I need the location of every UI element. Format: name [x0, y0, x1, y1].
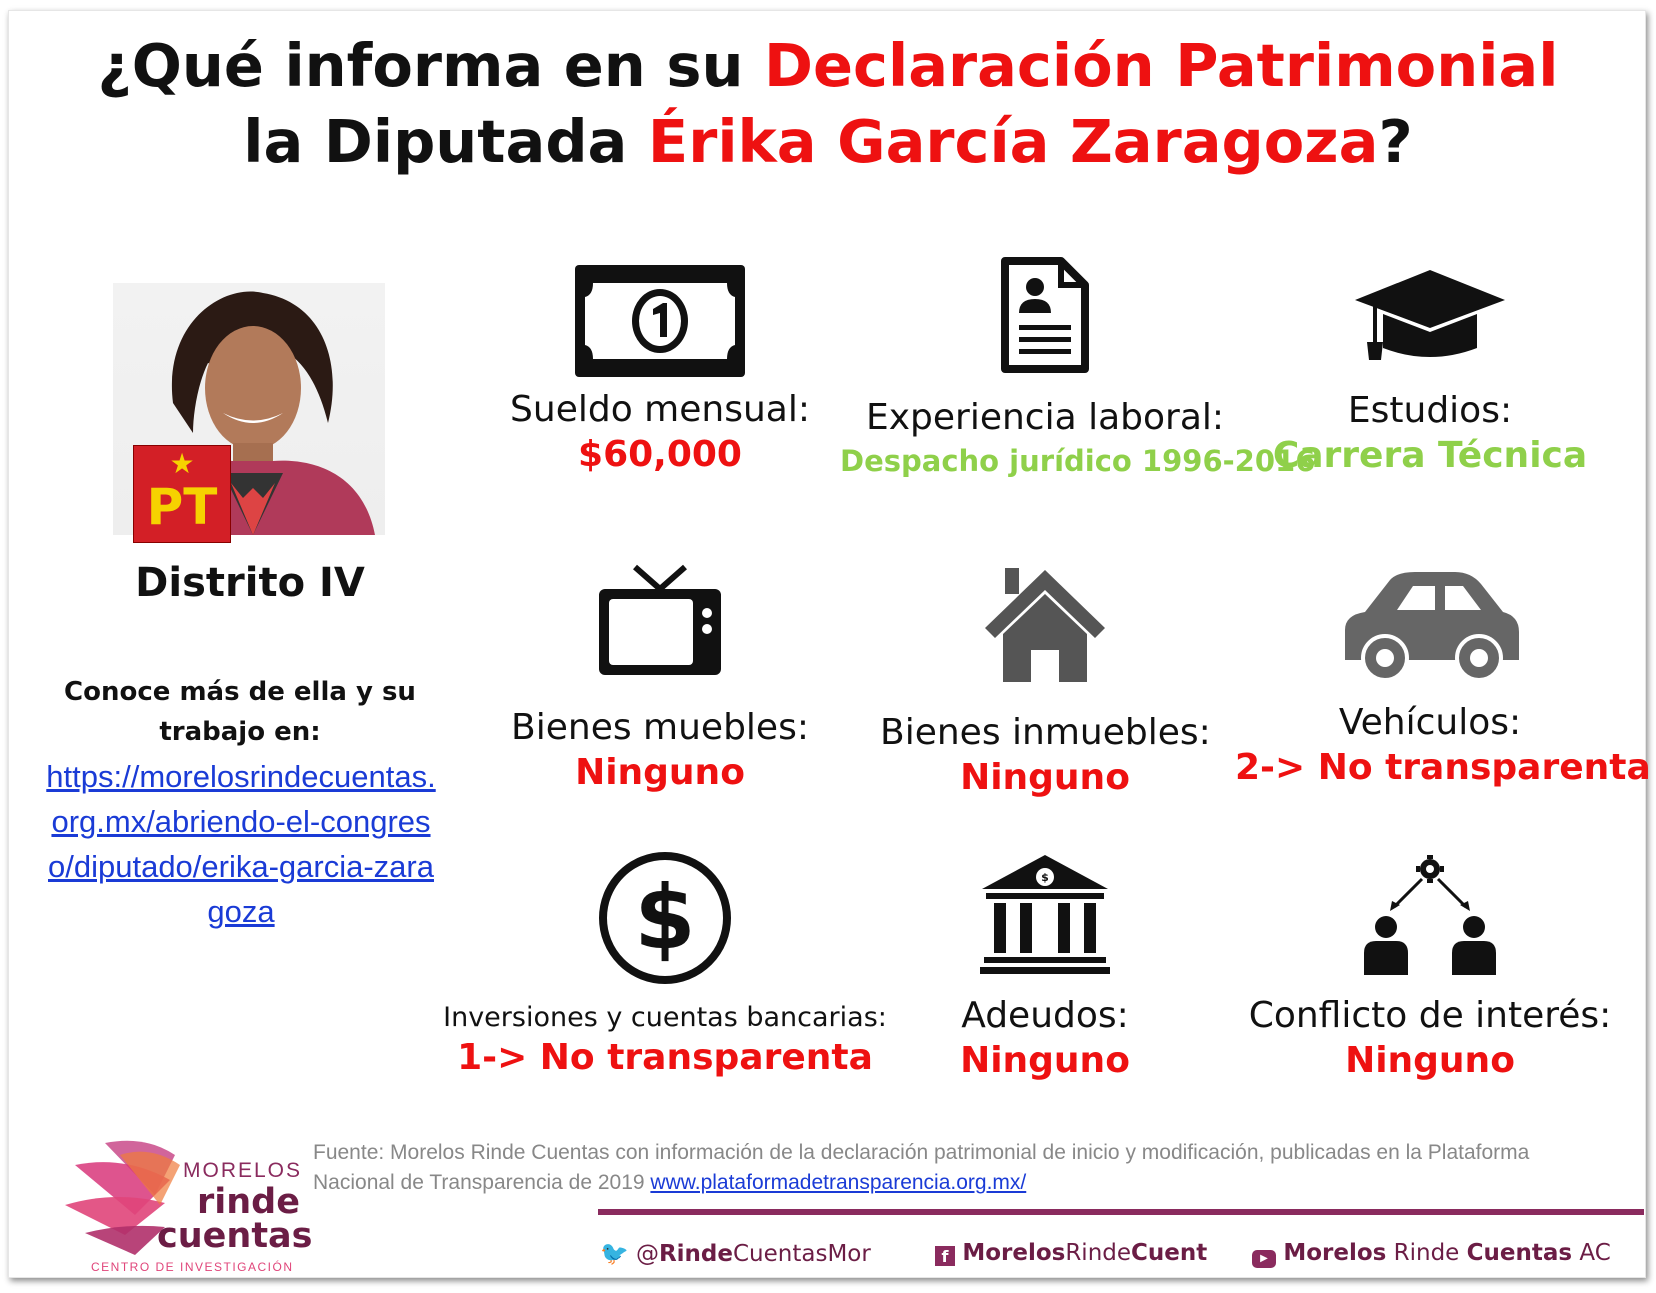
- footer-divider: [598, 1209, 1644, 1215]
- car-icon: [1335, 570, 1525, 682]
- item-conflict-of-interest: [1245, 855, 1615, 1081]
- party-badge: [133, 445, 231, 543]
- house-icon: [983, 568, 1107, 684]
- youtube-end: AC: [1572, 1240, 1611, 1266]
- item-movable-assets: [500, 565, 820, 793]
- title-line2-prefix: la Diputada: [243, 107, 648, 176]
- item-value: Ninguno: [575, 752, 745, 793]
- item-value: Despacho jurídico 1996-2016: [840, 444, 1316, 478]
- item-value: 1-> No transparenta: [457, 1037, 873, 1078]
- item-real-estate: [880, 568, 1210, 798]
- source-link[interactable]: www.plataformadetransparencia.org.mx/: [650, 1171, 1027, 1194]
- item-value: Ninguno: [960, 757, 1130, 798]
- learn-more-text: Conoce más de ella y su trabajo en:: [64, 677, 416, 747]
- youtube-bold1: Morelos: [1283, 1240, 1387, 1266]
- bank-icon: [980, 855, 1110, 975]
- facebook-bold2: Cuent: [1131, 1240, 1208, 1266]
- youtube-channel[interactable]: [1252, 1240, 1611, 1268]
- star-icon: ★: [169, 448, 195, 479]
- logo-line3: cuentas: [157, 1216, 313, 1256]
- twitter-bold: Rinde: [658, 1241, 733, 1267]
- resume-document-icon: [999, 255, 1091, 375]
- item-label: Adeudos:: [961, 995, 1129, 1036]
- youtube-icon: ▶: [1252, 1250, 1276, 1268]
- source-note: [313, 1138, 1543, 1198]
- title-line1-highlight: Declaración Patrimonial: [764, 31, 1559, 100]
- title-line2-highlight: Érika García Zaragoza: [647, 107, 1379, 176]
- item-label: Sueldo mensual:: [510, 389, 810, 430]
- item-value: Carrera Técnica: [1272, 435, 1588, 476]
- item-label: Estudios:: [1347, 390, 1513, 431]
- facebook-icon: f: [935, 1246, 955, 1266]
- item-label: Conflicto de interés:: [1248, 995, 1612, 1036]
- item-value: $60,000: [578, 434, 742, 475]
- party-badge-text: PT: [146, 478, 218, 536]
- title-line1-prefix: ¿Qué informa en su: [97, 31, 765, 100]
- facebook-bold1: Morelos: [962, 1240, 1066, 1266]
- item-label: Experiencia laboral:: [865, 397, 1225, 438]
- graduation-cap-icon: [1355, 270, 1505, 360]
- item-studies: [1270, 270, 1590, 476]
- twitter-handle[interactable]: [600, 1240, 871, 1267]
- item-investments: [440, 850, 890, 1078]
- item-value: Ninguno: [960, 1040, 1130, 1081]
- facebook-mid: Rinde: [1065, 1240, 1132, 1266]
- conflict-people-icon: [1360, 855, 1500, 975]
- twitter-prefix: @: [635, 1241, 659, 1267]
- item-label: Bienes muebles:: [511, 707, 809, 748]
- tv-icon: [597, 565, 723, 677]
- title-line2-suffix: ?: [1378, 107, 1413, 176]
- item-debts: [890, 855, 1200, 1081]
- twitter-rest: CuentasMor: [732, 1241, 871, 1267]
- logo-line1: MORELOS: [183, 1159, 303, 1182]
- page-title: [0, 28, 1656, 180]
- banknote-icon: [575, 265, 745, 377]
- twitter-icon: 🐦: [600, 1241, 629, 1267]
- source-text: Fuente: Morelos Rinde Cuentas con información de la declaración patrimonial de inicio y modificación, publicadas en la Plataforma Nacional de Transparencia de 2019: [313, 1141, 1530, 1194]
- item-value: 2-> No transparenta: [1235, 747, 1651, 788]
- logo-line4: CENTRO DE INVESTIGACIÓN: [91, 1260, 294, 1274]
- profile-link[interactable]: https://morelosrindecuentas.org.mx/abriendo-el-congreso/diputado/erika-garcia-zaragoza: [46, 759, 436, 929]
- svg-text:$: $: [1041, 871, 1049, 884]
- item-label: Inversiones y cuentas bancarias:: [443, 1002, 887, 1033]
- youtube-bold2: Cuentas: [1466, 1240, 1573, 1266]
- item-value: Ninguno: [1345, 1040, 1515, 1081]
- item-label: Bienes inmuebles:: [880, 712, 1211, 753]
- logo-line2: rinde: [197, 1182, 300, 1222]
- dollar-circle-icon: [597, 850, 733, 986]
- svg-text:$: $: [634, 866, 696, 969]
- district-label: Distrito IV: [135, 560, 365, 606]
- item-salary: [500, 265, 820, 475]
- item-work-experience: [840, 255, 1316, 478]
- item-label: Vehículos:: [1338, 702, 1522, 743]
- youtube-mid: Rinde: [1386, 1240, 1467, 1266]
- morelos-rinde-cuentas-logo: [65, 1135, 313, 1275]
- facebook-handle[interactable]: [935, 1240, 1207, 1266]
- item-vehicles: [1235, 570, 1651, 788]
